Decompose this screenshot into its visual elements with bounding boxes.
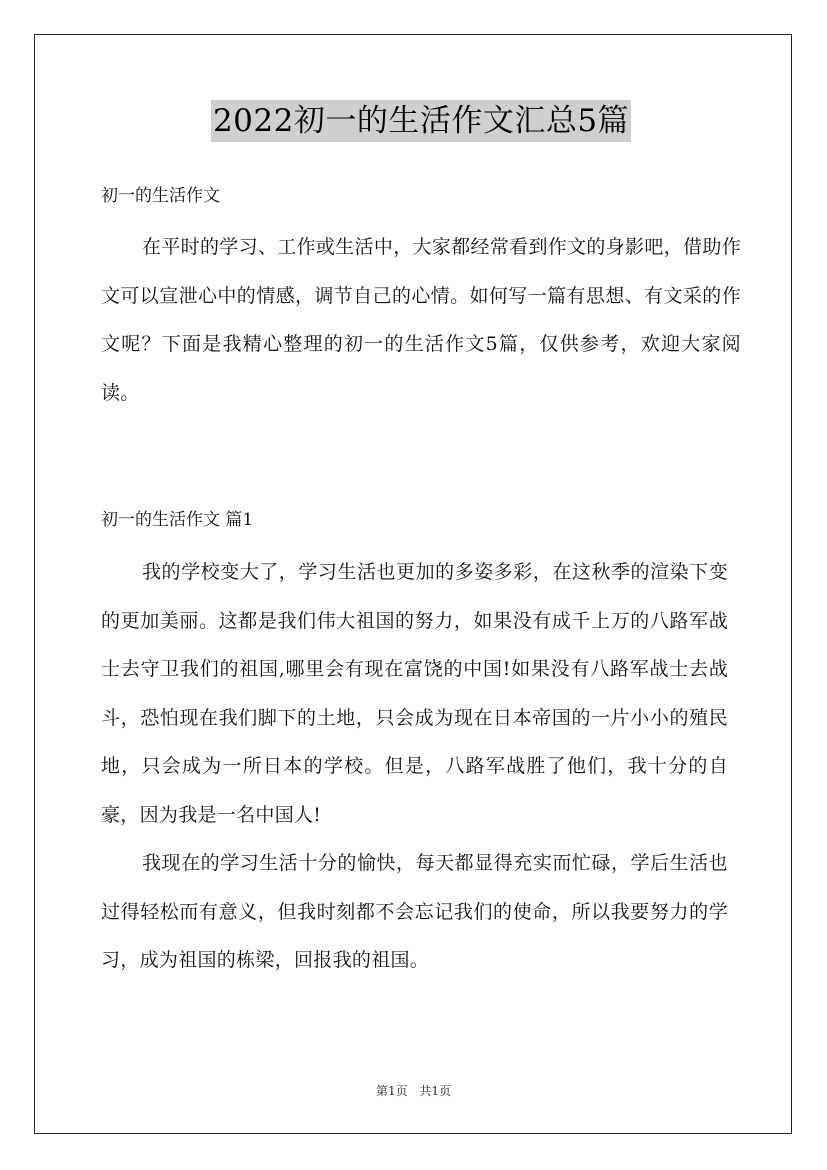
intro-paragraph: 在平时的学习、工作或生活中，大家都经常看到作文的身影吧，借助作文可以宣泄心中的情感，调节自己的心情。如何写一篇有思想、有文采的作文呢？下面是我精心整理的初一的生活作文5篇，仅供参考，欢迎大家阅读。 (101, 236, 741, 404)
page-footer (0, 1083, 827, 1099)
title-wrapper (101, 100, 741, 144)
essay-heading: 初一的生活作文 篇1 (101, 510, 254, 530)
page-total: 共1页 (419, 1084, 452, 1098)
essay-body (101, 548, 728, 985)
section-heading: 初一的生活作文 (101, 186, 220, 206)
document-body (101, 100, 741, 971)
page-number: 第1页 (375, 1084, 408, 1098)
document-title: 2022初一的生活作文汇总5篇 (211, 100, 631, 142)
essay-paragraph: 我的学校变大了，学习生活也更加的多姿多彩，在这秋季的渲染下变的更加美丽。这都是我们伟大祖国的努力，如果没有成千上万的八路军战士去守卫我们的祖国,哪里会有现在富饶的中国!如果没有八路军战士去战斗，恐怕现在我们脚下的土地，只会成为现在日本帝国的一片小小的殖民地，只会成为一所日本的学校。但是，八路军战胜了他们，我十分的自豪，因为我是一名中国人! (101, 561, 728, 826)
essay-paragraph: 我现在的学习生活十分的愉快，每天都显得充实而忙碌，学后生活也过得轻松而有意义，但我时刻都不会忘记我们的使命，所以我要努力的学习，成为祖国的栋梁，回报我的祖国。 (101, 852, 728, 971)
